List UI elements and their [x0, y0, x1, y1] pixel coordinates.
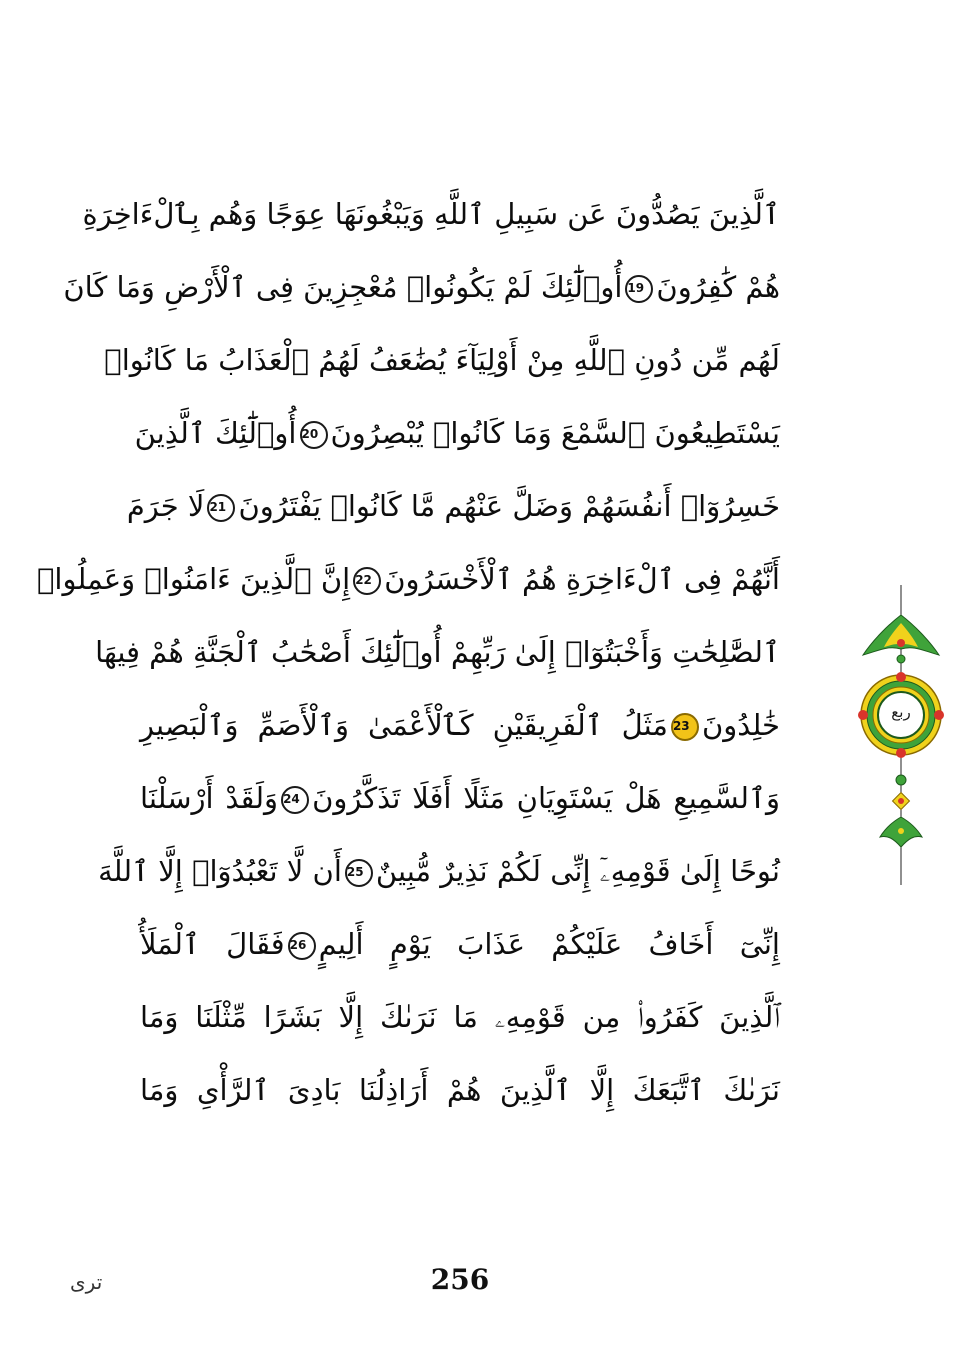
verse-text: لَا جَرَمَ [126, 489, 205, 523]
verse-text: أَن لَّا تَعْبُدُوٓا۟ إِلَّا ٱللَّهَ [98, 854, 342, 888]
text-line [140, 762, 780, 835]
text-line [104, 324, 780, 397]
verse-text: لَهُم مِّن دُونِ ٱللَّهِ مِنْ أَوْلِيَآءَ يُضَٰعَفُ لَهُمُ ٱلْعَذَابُ مَا كَانُوا۟ [104, 343, 780, 377]
verse-text: أَنَّهُمْ فِى ٱلْءَاخِرَةِ هُمُ ٱلْأَخْسَرُونَ [384, 562, 780, 596]
verse-text: خَسِرُوٓا۟ أَنفُسَهُمْ وَضَلَّ عَنْهُم مَّا كَانُوا۟ يَفْتَرُونَ [238, 489, 780, 523]
text-line [140, 908, 780, 981]
ayah-number-marker: 19 [625, 275, 653, 303]
verse-text: نَرَىٰكَ ٱتَّبَعَكَ إِلَّا ٱلَّذِينَ هُمْ أَرَاذِلُنَا بَادِىَ ٱلرَّأْىِ وَمَا [140, 1073, 780, 1107]
ayah-number-marker: 24 [281, 786, 309, 814]
text-line [82, 178, 780, 251]
ayah-number-marker: 20 [300, 421, 328, 449]
verse-text: إِنِّىٓ أَخَافُ عَلَيْكُمْ عَذَابَ يَوْمٍ أَلِيمٍ [318, 927, 780, 961]
ayah-number-marker: 25 [345, 859, 373, 887]
verse-text: ٱلصَّٰلِحَٰتِ وَأَخْبَتُوٓا۟ إِلَىٰ رَبِّهِمْ أُو۟لَٰٓئِكَ أَصْحَٰبُ ٱلْجَنَّةِ هُمْ فِيهَا [95, 635, 780, 669]
text-line [63, 251, 780, 324]
verse-text: هُمْ كَٰفِرُونَ [656, 270, 780, 304]
ayah-number-marker: 23 [671, 713, 699, 741]
text-line [126, 470, 780, 543]
ayah-number-marker: 22 [353, 567, 381, 595]
quran-text-block [37, 178, 781, 1127]
verse-text: ٱلَّذِينَ يَصُدُّونَ عَن سَبِيلِ ٱللَّهِ وَيَبْغُونَهَا عِوَجًا وَهُم بِٱلْءَاخِرَةِ [82, 197, 780, 231]
rub-hizb-ornament-icon [858, 585, 944, 885]
page-number: 256 [430, 1263, 490, 1296]
catchword: ترى [70, 1270, 103, 1294]
text-line [95, 616, 780, 689]
verse-text: فَقَالَ ٱلْمَلَأُ [140, 927, 285, 961]
text-line [140, 689, 780, 762]
text-line [140, 1054, 780, 1127]
verse-text: نُوحًا إِلَىٰ قَوْمِهِۦٓ إِنِّى لَكُمْ نَذِيرٌ مُّبِينٌ [375, 854, 780, 888]
text-line [134, 397, 780, 470]
rub-label: ربع [891, 703, 911, 721]
verse-text: يَسْتَطِيعُونَ ٱلسَّمْعَ وَمَا كَانُوا۟ يُبْصِرُونَ [330, 416, 780, 450]
ayah-number-marker: 26 [288, 932, 316, 960]
text-line [37, 543, 780, 616]
verse-text: وَلَقَدْ أَرْسَلْنَا [140, 781, 279, 815]
verse-text: خَٰلِدُونَ [701, 708, 780, 742]
verse-text: مَثَلُ ٱلْفَرِيقَيْنِ كَٱلْأَعْمَىٰ وَٱلْأَصَمِّ وَٱلْبَصِيرِ [140, 708, 668, 742]
text-line [98, 835, 780, 908]
text-line [140, 981, 780, 1054]
verse-text: إِنَّ ٱلَّذِينَ ءَامَنُوا۟ وَعَمِلُوا۟ [37, 562, 351, 596]
verse-text: ٱلَّذِينَ كَفَرُوا۟ مِن قَوْمِهِۦ مَا نَرَىٰكَ إِلَّا بَشَرًا مِّثْلَنَا وَمَا [140, 1000, 780, 1034]
verse-text: وَٱلسَّمِيعِ هَلْ يَسْتَوِيَانِ مَثَلًا أَفَلَا تَذَكَّرُونَ [312, 781, 781, 815]
verse-text: أُو۟لَٰٓئِكَ لَمْ يَكُونُوا۟ مُعْجِزِينَ فِى ٱلْأَرْضِ وَمَا كَانَ [63, 270, 623, 304]
ayah-number-marker: 21 [207, 494, 235, 522]
verse-text: أُو۟لَٰٓئِكَ ٱلَّذِينَ [134, 416, 297, 450]
